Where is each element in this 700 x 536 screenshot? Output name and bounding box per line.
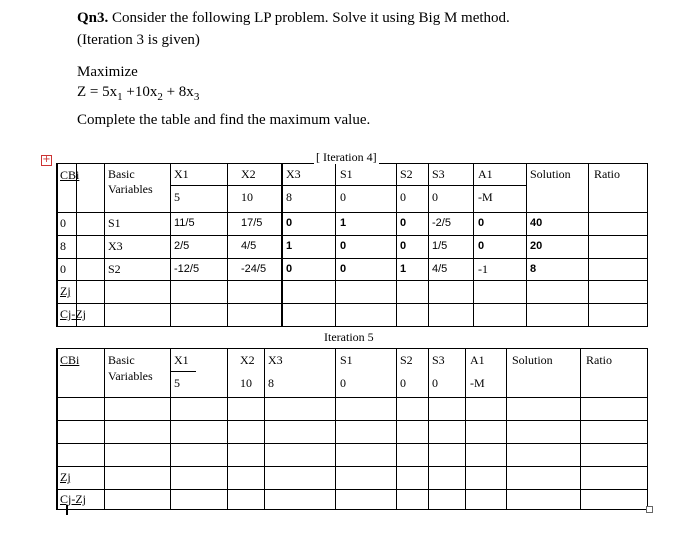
- t2-cost-s2: 0: [400, 376, 406, 390]
- row1-cbi: 0: [60, 216, 66, 230]
- t2-header-s3: S3: [432, 353, 445, 367]
- t2-header-solution: Solution: [512, 353, 553, 367]
- cost-s1: 0: [340, 190, 346, 204]
- iteration-4-label: [ Iteration 4]: [316, 150, 377, 164]
- row3-a1: -1: [478, 262, 488, 276]
- table-resize-handle[interactable]: [646, 506, 653, 513]
- row3-cbi: 0: [60, 262, 66, 276]
- row2-s2: 0: [400, 240, 407, 252]
- row3-basic: S2: [108, 262, 121, 276]
- t2-cost-x2: 10: [240, 376, 252, 390]
- row2-a1: 0: [478, 240, 485, 252]
- t2-cost-x3: 8: [268, 376, 274, 390]
- t2-cost-x1: 5: [174, 376, 180, 390]
- cost-x1: 5: [174, 190, 180, 204]
- row2-s3: 1/5: [432, 240, 448, 252]
- t2-header-x1: X1: [174, 353, 189, 367]
- row3-s1: 0: [340, 263, 347, 275]
- row1-x1: 11/5: [174, 217, 195, 229]
- question-line-1: Qn3. Consider the following LP problem. Solve it using Big M method.: [77, 10, 510, 26]
- row2-x3: 1: [286, 240, 293, 252]
- t2-cost-s3: 0: [432, 376, 438, 390]
- header-cbi: CBi: [60, 168, 80, 182]
- t2-header-x3: X3: [268, 353, 283, 367]
- t2-header-a1: A1: [470, 353, 485, 367]
- cost-x2: 10: [241, 190, 253, 204]
- header-s3: S3: [432, 167, 445, 181]
- t2-header-s2: S2: [400, 353, 413, 367]
- row1-s2: 0: [400, 217, 407, 229]
- zj-label: Zj: [60, 284, 71, 298]
- maximize-label: Maximize: [77, 64, 138, 80]
- row3-solution: 8: [530, 263, 537, 275]
- objective-function: $Z = 5x_1 +10x_2 + 8x_3$: [77, 84, 200, 103]
- header-solution: Solution: [530, 167, 571, 181]
- header-x2: X2: [241, 167, 256, 181]
- cost-x3: 8: [286, 190, 292, 204]
- t2-header-s1: S1: [340, 353, 353, 367]
- header-basic: Basic: [108, 167, 135, 181]
- row2-x2: 4/5: [241, 240, 257, 252]
- header-ratio: Ratio: [594, 167, 620, 181]
- row3-x1: -12/5: [174, 263, 200, 275]
- header-s1: S1: [340, 167, 353, 181]
- cj-zj-label: Cj-Zj: [60, 307, 86, 321]
- row2-cbi: 8: [60, 239, 66, 253]
- t2-zj-label: Zj: [60, 470, 71, 484]
- cost-a1: -M: [478, 190, 493, 204]
- instruction: Complete the table and find the maximum value.: [77, 112, 371, 128]
- header-x1: X1: [174, 167, 189, 181]
- row1-s3: -2/5: [432, 217, 451, 229]
- table-move-handle[interactable]: +: [42, 154, 51, 165]
- row2-s1: 0: [340, 240, 347, 252]
- header-x3: X3: [286, 167, 301, 181]
- row2-x1: 2/5: [174, 240, 190, 252]
- t2-cost-a1: -M: [470, 376, 485, 390]
- row3-s2: 1: [400, 263, 407, 275]
- row1-solution: 40: [530, 217, 543, 229]
- row1-s1: 1: [340, 217, 347, 229]
- row1-a1: 0: [478, 217, 485, 229]
- row3-x3: 0: [286, 263, 293, 275]
- header-s2: S2: [400, 167, 413, 181]
- header-variables: Variables: [108, 182, 153, 196]
- t2-header-x2: X2: [240, 353, 255, 367]
- row1-x2: 17/5: [241, 217, 263, 229]
- cost-s3: 0: [432, 190, 438, 204]
- t2-cj-zj-label: Cj-Zj: [60, 492, 86, 506]
- row1-basic: S1: [108, 216, 121, 230]
- t2-header-ratio: Ratio: [586, 353, 612, 367]
- t2-header-variables: Variables: [108, 369, 153, 383]
- t2-header-basic: Basic: [108, 353, 135, 367]
- row1-x3: 0: [286, 217, 293, 229]
- row3-s3: 4/5: [432, 263, 448, 275]
- t2-header-cbi: CBi: [60, 353, 80, 367]
- question-note: (Iteration 3 is given): [77, 32, 200, 48]
- t2-cost-s1: 0: [340, 376, 346, 390]
- header-a1: A1: [478, 167, 493, 181]
- row2-solution: 20: [530, 240, 543, 252]
- iteration-5-label: Iteration 5: [324, 330, 374, 344]
- cost-s2: 0: [400, 190, 406, 204]
- row3-x2: -24/5: [241, 263, 267, 275]
- row2-basic: X3: [108, 239, 123, 253]
